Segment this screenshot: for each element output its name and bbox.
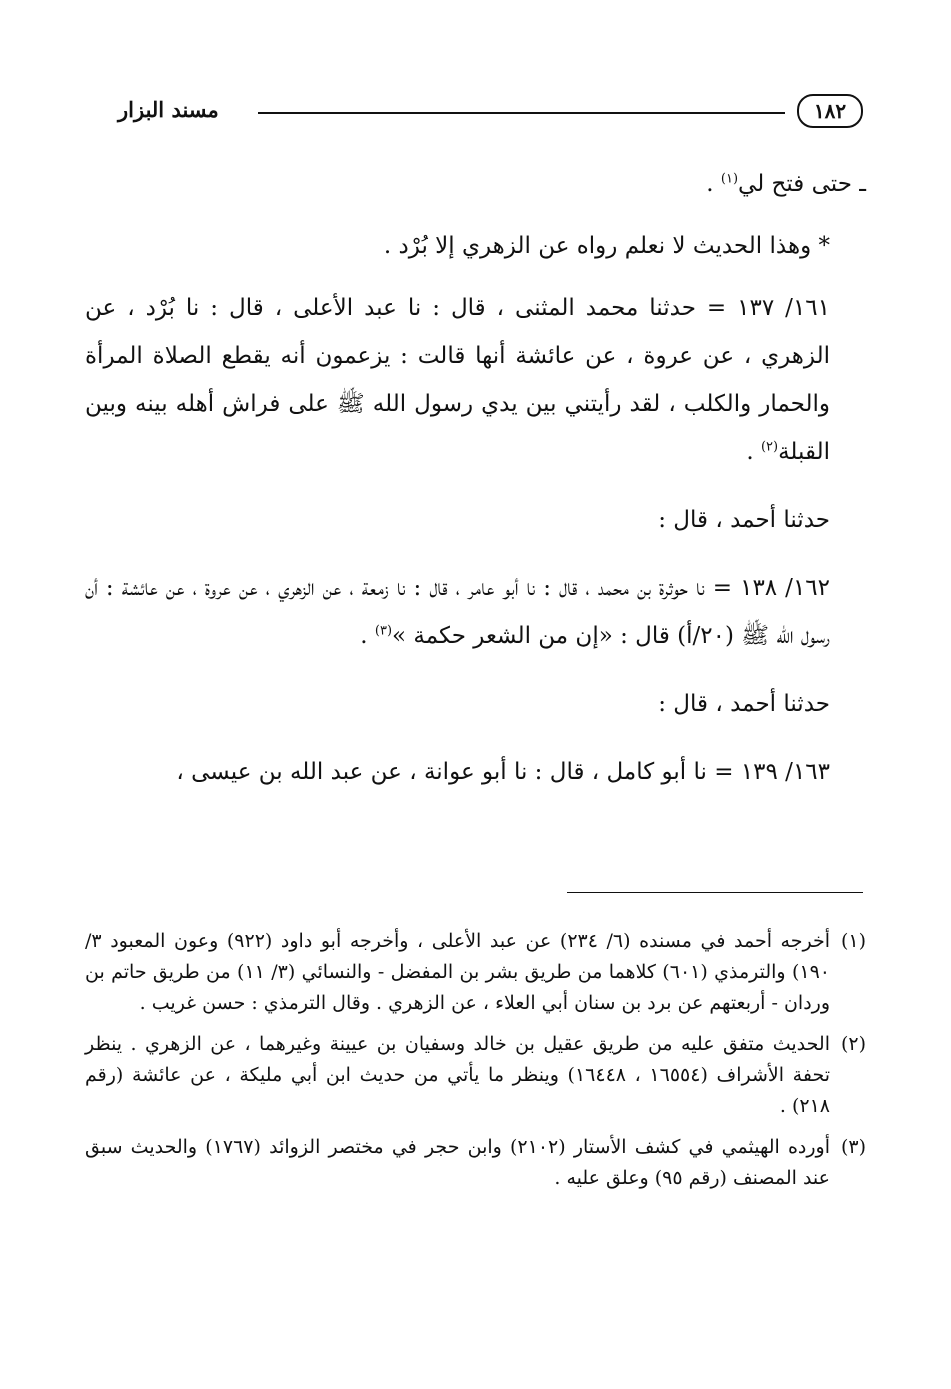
footnote-number: (١) bbox=[840, 930, 866, 952]
footnote-1: (١)أخرجه أحمد في مسنده (٦/ ٢٣٤) عن عبد الأعلى ، وأخرجه أبو داود (٩٢٢) وعون المعبود ٣/ ١٩٠) والترمذي (٦٠١) كلاهما من طريق بشر بن المفضل - والنسائي (٣/ ١١) من طريق حاتم بن وردان - أربعتهم عن برد بن سنان أبي العلاء ، عن الزهري . وقال الترمذي : حسن غريب . bbox=[85, 926, 866, 1019]
footnote-ref-1: (١) bbox=[720, 171, 739, 187]
chain-intro-1: حدثنا أحمد ، قال : bbox=[658, 507, 830, 533]
paragraph-1: ـ حتى فتح لي$^{(١)}$ . bbox=[706, 171, 866, 197]
footnote-3: (٣)أورده الهيثمي في كشف الأستار (٢١٠٢) وابن حجر في مختصر الزوائد (١٧٦٧) والحديث سبق عند المصنف (رقم ٩٥) وعلق عليه . bbox=[85, 1132, 866, 1194]
book-title: مسند البزار bbox=[118, 97, 219, 122]
hadith-163: ١٦٣/ ١٣٩ = نا أبو كامل ، قال : نا أبو عوانة ، عن عبد الله بن عيسى ، bbox=[176, 759, 830, 785]
footnote-ref-3: (٣) bbox=[374, 623, 393, 639]
chain-intro-2: حدثنا أحمد ، قال : bbox=[658, 691, 830, 717]
page-number: ١٨٢ bbox=[797, 94, 863, 128]
paragraph-2: * وهذا الحديث لا نعلم رواه عن الزهري إلا بُرْد . bbox=[383, 233, 830, 259]
footnote-divider bbox=[567, 892, 863, 893]
footnote-number: (٢) bbox=[840, 1033, 866, 1055]
main-text bbox=[85, 160, 866, 796]
footnote-number: (٣) bbox=[840, 1136, 866, 1158]
page-header bbox=[118, 92, 863, 132]
footnotes bbox=[85, 926, 866, 1204]
footnote-ref-2: (٢) bbox=[760, 439, 779, 455]
header-divider bbox=[258, 112, 785, 114]
hadith-162: ١٦٢/ ١٣٨ = نا حوثرة بن محمد ، قال : نا أبو عامر ، قال : نا زمعة ، عن الزهري ، عن عروة ، عن عائشة : أن رسول الله ﷺ (٢٠/أ) قال : «إن من الشعر حكمة »$^{(٣)}$ . bbox=[85, 575, 830, 649]
footnote-2: (٢)الحديث متفق عليه من طريق عقيل بن خالد وسفيان بن عيينة وغيرهما ، عن الزهري . ينظر تحفة الأشراف (١٦٥٥٤ ، ١٦٤٤٨) وينظر ما يأتي من حديث ابن أبي مليكة ، عن عائشة (رقم ٢١٨) . bbox=[85, 1029, 866, 1122]
hadith-161: ١٦١/ ١٣٧ = حدثنا محمد المثنى ، قال : نا عبد الأعلى ، قال : نا بُرْد ، عن الزهري ، عن عروة ، عن عائشة أنها قالت : يزعمون أنه يقطع الصلاة المرأة والحمار والكلب ، لقد رأيتني بين يدي رسول الله ﷺ على فراش أهله بينه وبين القبلة$^{(٢)}$ . bbox=[85, 295, 830, 465]
